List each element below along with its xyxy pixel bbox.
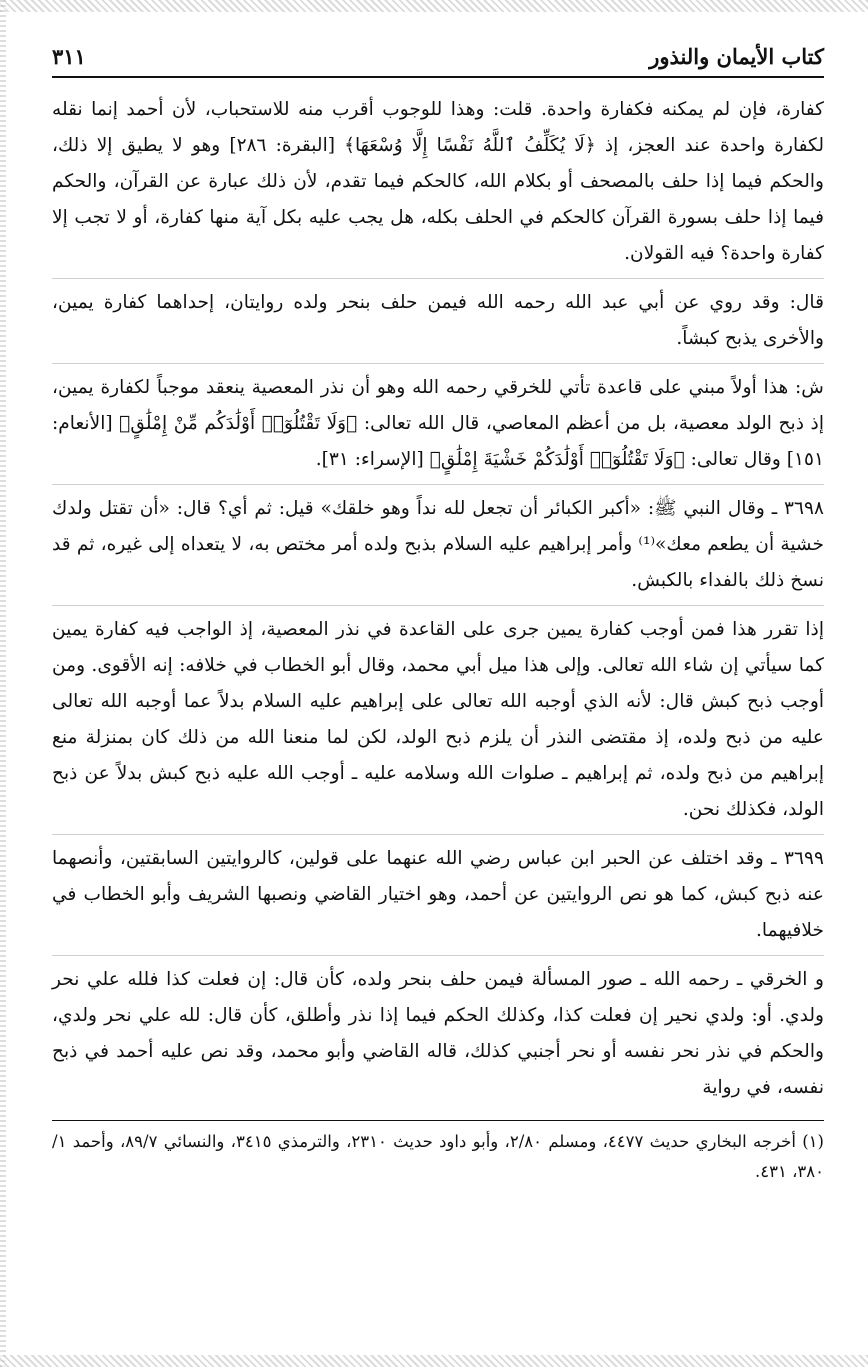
page-border-left [0, 0, 6, 1367]
paragraph-6: ٣٦٩٩ ـ وقد اختلف عن الحبر ابن عباس رضي الله عنهما على قولين، كالروايتين السابقتين، وأنصهما عنه ذبح كبش، كما هو نص الروايتين عن أحمد، وهو اختيار القاضي ونصبها الشريف وأبو الخطاب في خلافيهما. [52, 835, 824, 956]
paragraph-5: إذا تقرر هذا فمن أوجب كفارة يمين جرى على القاعدة في نذر المعصية، إذ الواجب فيه كفارة يمين كما سيأتي إن شاء الله تعالى. وإلى هذا ميل أبي محمد، وقال أبو الخطاب في خلافه: إنه الأقوى. ومن أوجب ذبح كبش قال: لأنه الذي أوجبه الله تعالى على إبراهيم عليه السلام بدلاً عما أوجبه الله تعالى عليه من ذبح ولده، إذ مقتضى النذر أن يلزم ذبح الولد، لكن لما منعنا الله من ذلك كان بمنزلة منع إبراهيم من ذبح ولده، ثم إبراهيم ـ صلوات الله وسلامه عليه ـ أوجب الله عليه ذبح كبش بدلاً عن ذبح الولد، فكذلك نحن. [52, 606, 824, 835]
footnote: (١) أخرجه البخاري حديث ٤٤٧٧، ومسلم ٢/٨٠، وأبو داود حديث ٢٣١٠، والترمذي ٣٤١٥، والنسائي ٨٩/٧، وأحمد ١/ ٣٨٠، ٤٣١. [52, 1132, 824, 1181]
paragraph-3: ش: هذا أولاً مبني على قاعدة تأتي للخرقي رحمه الله وهو أن نذر المعصية ينعقد موجباً لكفارة يمين، إذ ذبح الولد معصية، بل من أعظم المعاصي، قال الله تعالى: ﴿وَلَا تَقْتُلُوٓا۟ أَوْلَٰدَكُم مِّنْ إِمْلَٰقٍ﴾ [الأنعام: ١٥١] وقال تعالى: ﴿وَلَا تَقْتُلُوٓا۟ أَوْلَٰدَكُمْ خَشْيَةَ إِمْلَٰقٍ﴾ [الإسراء: ٣١]. [52, 364, 824, 485]
paragraph-2: قال: وقد روي عن أبي عبد الله رحمه الله فيمن حلف بنحر ولده روايتان، إحداهما كفارة يمين، والأخرى يذبح كبشاً. [52, 279, 824, 364]
chapter-title: كتاب الأيمان والنذور [649, 43, 824, 69]
running-header [52, 36, 824, 78]
page-border-bottom [0, 1355, 868, 1367]
paragraph-7: و الخرقي ـ رحمه الله ـ صور المسألة فيمن حلف بنحر ولده، كأن قال: إن فعلت كذا فلله علي نحر ولدي. أو: ولدي نحير إن فعلت كذا، وكذلك الحكم فيما إذا نذر وأطلق، كأن قال: لله علي نحر ولدي، والحكم في نذر نحر نفسه أو نحر أجنبي كذلك، قاله القاضي وأبو محمد، وقد نص عليه أحمد في ذبح نفسه، في رواية [52, 969, 824, 1098]
paragraph-4: ٣٦٩٨ ـ وقال النبي ﷺ: «أكبر الكبائر أن تجعل لله نداً وهو خلقك» قيل: ثم أي؟ قال: «أن تقتل ولدك خشية أن يطعم معك»⁽¹⁾ وأمر إبراهيم عليه السلام بذبح ولده أمر مختص به، لا يتعداه إلى غيره، ثم قد نسخ ذلك بالفداء بالكبش. [52, 485, 824, 606]
page-number: ٣١١ [52, 43, 86, 69]
footnote-divider [52, 1120, 824, 1121]
page-border-top [0, 0, 868, 12]
book-page [52, 36, 824, 1187]
paragraph-1: كفارة، فإن لم يمكنه فكفارة واحدة. قلت: وهذا للوجوب أقرب منه للاستحباب، لأن أحمد إنما نقله لكفارة واحدة عند العجز، إذ ﴿لَا يُكَلِّفُ ٱللَّهُ نَفْسًا إِلَّا وُسْعَهَا﴾ [البقرة: ٢٨٦] وهو لا يطيق إلا ذلك، والحكم فيما إذا حلف بالمصحف أو بكلام الله، كالحكم فيما تقدم، لأن ذلك عبارة عن القرآن، والحكم فيما إذا حلف بسورة القرآن كالحكم في الحلف بكله، هل يجب عليه بكل آية منها كفارة، أو لا تجب إلا كفارة واحدة؟ فيه القولان. [52, 86, 824, 279]
